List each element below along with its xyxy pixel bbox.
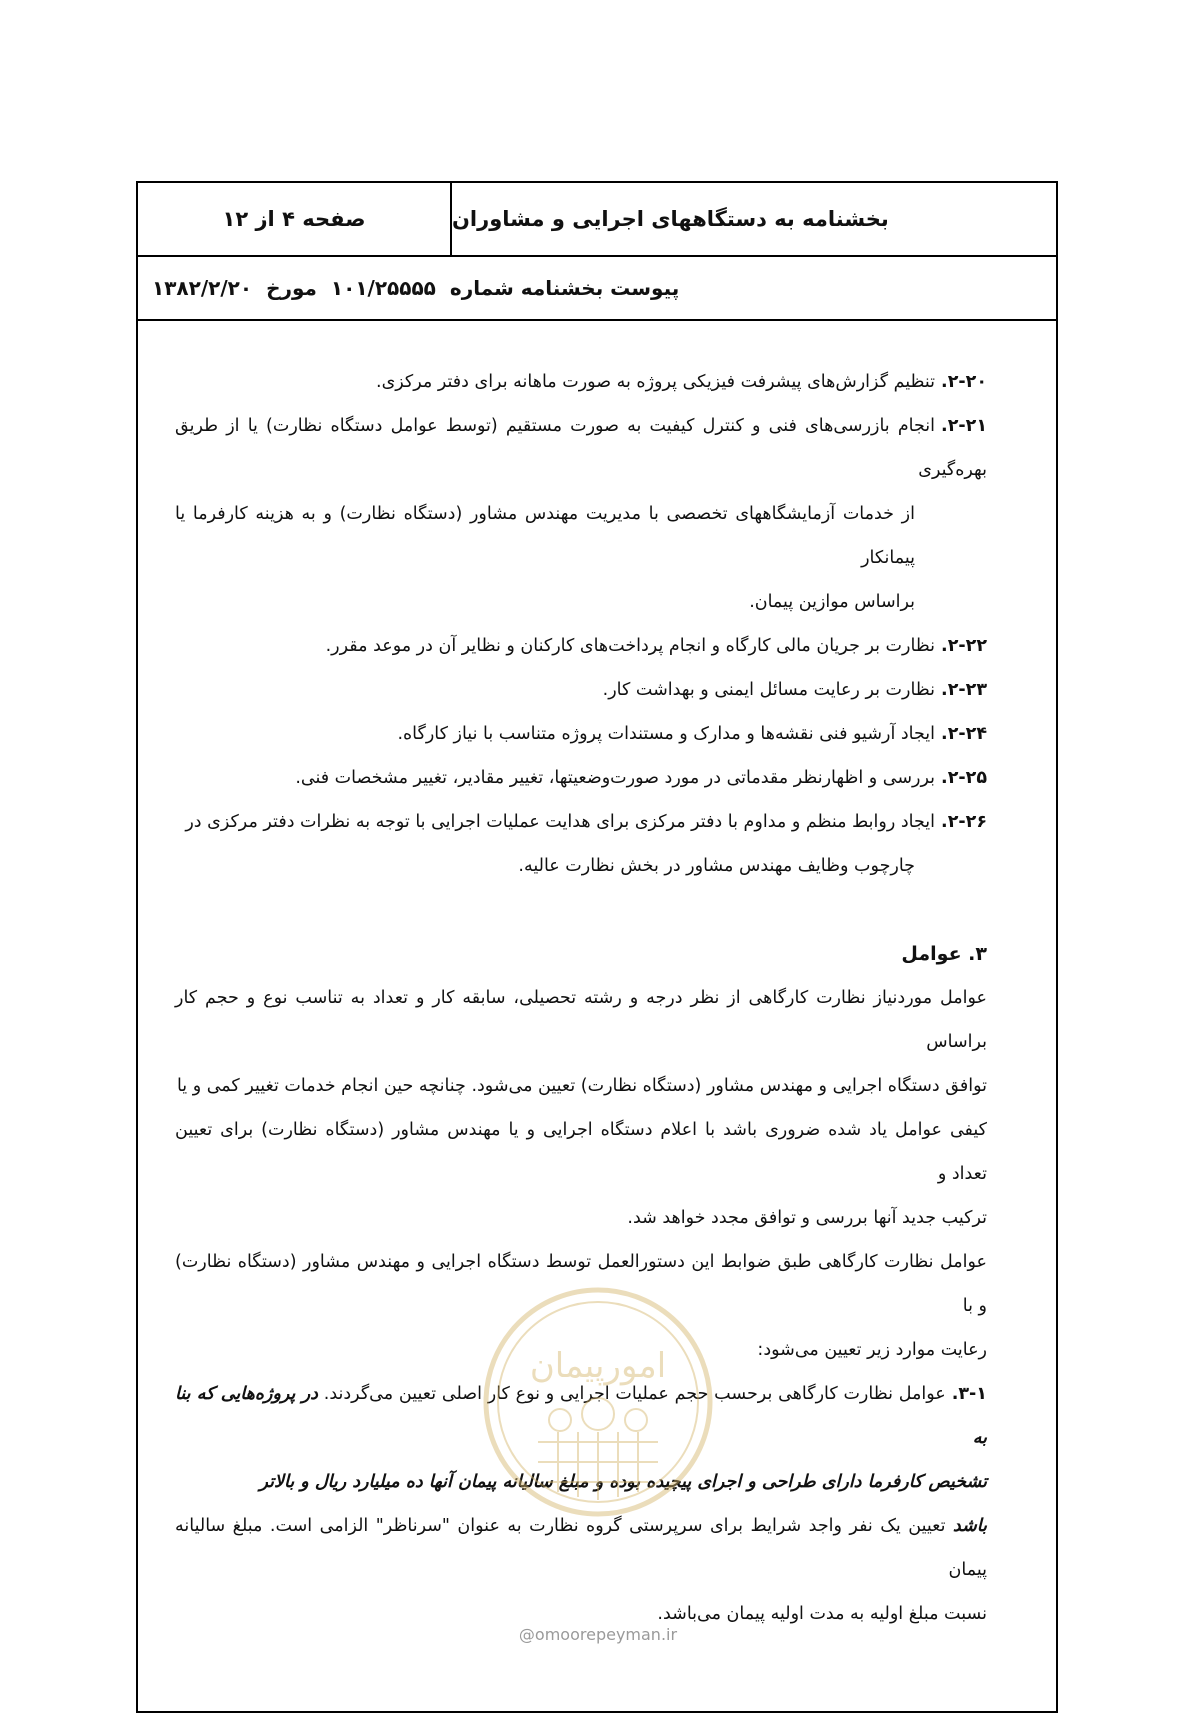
paragraph-line: تشخیص کارفرما دارای طراحی و اجرای پیچیده بوده و مبلغ سالیانه پیمان آنها ده میلیارد ریال و بالاتر bbox=[259, 1472, 987, 1492]
paragraph-line: عوامل نظارت کارگاهی طبق ضوابط این دستورالعمل توسط دستگاه اجرایی و مهندس مشاور (دستگاه نظارت) و با bbox=[175, 1252, 987, 1316]
page-number: صفحه ۴ از ۱۲ bbox=[222, 207, 366, 231]
circular-title: بخشنامه به دستگاههای اجرایی و مشاوران bbox=[450, 183, 1056, 255]
attachment-info bbox=[138, 276, 679, 300]
list-item-continuation: از خدمات آزمایشگاههای تخصصی با مدیریت مهندس مشاور (دستگاه نظارت) و به هزینه کارفرما یا پیمانکار bbox=[175, 504, 915, 568]
paragraph-line: ترکیب جدید آنها بررسی و توافق مجدد خواهد شد. bbox=[627, 1208, 987, 1228]
section-heading: ۳. عوامل bbox=[901, 943, 987, 965]
paragraph-line: رعایت موارد زیر تعیین می‌شود: bbox=[757, 1340, 987, 1360]
list-item: ۳-۱.عوامل نظارت کارگاهی برحسب حجم عملیات اجرایی و نوع کار اصلی تعیین می‌گردند. در پروژه‌هایی که بنا به bbox=[175, 1384, 987, 1448]
list-item: ۲-۲۲.نظارت بر جریان مالی کارگاه و انجام پرداخت‌های کارکنان و نظایر آن در موعد مقرر. bbox=[325, 636, 987, 656]
list-item: ۲-۲۴.ایجاد آرشیو فنی نقشه‌ها و مدارک و مستندات پروژه متناسب با نیاز کارگاه. bbox=[397, 724, 987, 744]
list-item: ۲-۲۵.بررسی و اظهارنظر مقدماتی در مورد صورت‌وضعیتها، تغییر مقادیر، تغییر مشخصات فنی. bbox=[295, 768, 987, 788]
list-item: ۲-۲۶.ایجاد روابط منظم و مداوم با دفتر مرکزی برای هدایت عملیات اجرایی با توجه به نظرات دفتر مرکزی در bbox=[185, 812, 987, 832]
list-item: ۲-۲۱.انجام بازرسی‌های فنی و کنترل کیفیت به صورت مستقیم (توسط عوامل دستگاه نظارت) یا از طریق بهره‌گیری bbox=[175, 416, 987, 480]
list-item-continuation: چارچوب وظایف مهندس مشاور در بخش نظارت عالیه. bbox=[518, 856, 915, 876]
date: ۱۳۸۲/۲/۲۰ bbox=[152, 276, 253, 300]
watermark-site: @omoorepeyman.ir bbox=[518, 1625, 678, 1644]
paragraph-line: عوامل موردنیاز نظارت کارگاهی از نظر درجه و رشته تحصیلی، سابقه کار و تعداد به تناسب نوع و حجم کار براساس bbox=[175, 988, 987, 1052]
list-item: ۲-۲۰.تنظیم گزارش‌های پیشرفت فیزیکی پروژه به صورت ماهانه برای دفتر مرکزی. bbox=[376, 372, 987, 392]
list-item: ۲-۲۳.نظارت بر رعایت مسائل ایمنی و بهداشت کار. bbox=[602, 680, 987, 700]
date-label: مورخ bbox=[266, 276, 317, 300]
paragraph-line: کیفی عوامل یاد شده ضروری باشد با اعلام دستگاه اجرایی و یا مهندس مشاور (دستگاه نظارت) برای تعیین تعداد و bbox=[175, 1120, 987, 1184]
attachment-row bbox=[138, 257, 1056, 321]
header-row bbox=[138, 183, 1056, 257]
paragraph-line: باشد تعیین یک نفر واجد شرایط برای سرپرستی گروه نظارت به عنوان "سرناظر" الزامی است. مبلغ سالیانه پیمان bbox=[175, 1516, 987, 1580]
attachment-label: پیوست بخشنامه شماره bbox=[449, 276, 680, 300]
circular-number: ۱۰۱/۲۵۵۵۵ bbox=[330, 276, 436, 300]
paragraph-line: نسبت مبلغ اولیه به مدت اولیه پیمان می‌باشد. bbox=[657, 1604, 987, 1624]
watermark-logo bbox=[478, 1282, 718, 1522]
list-item-continuation: براساس موازین پیمان. bbox=[749, 592, 915, 612]
watermark-text: امورپیمان bbox=[529, 1346, 667, 1386]
paragraph-line: توافق دستگاه اجرایی و مهندس مشاور (دستگاه نظارت) تعیین می‌شود. چنانچه حین انجام خدمات تغییر کمی و یا bbox=[176, 1076, 987, 1096]
